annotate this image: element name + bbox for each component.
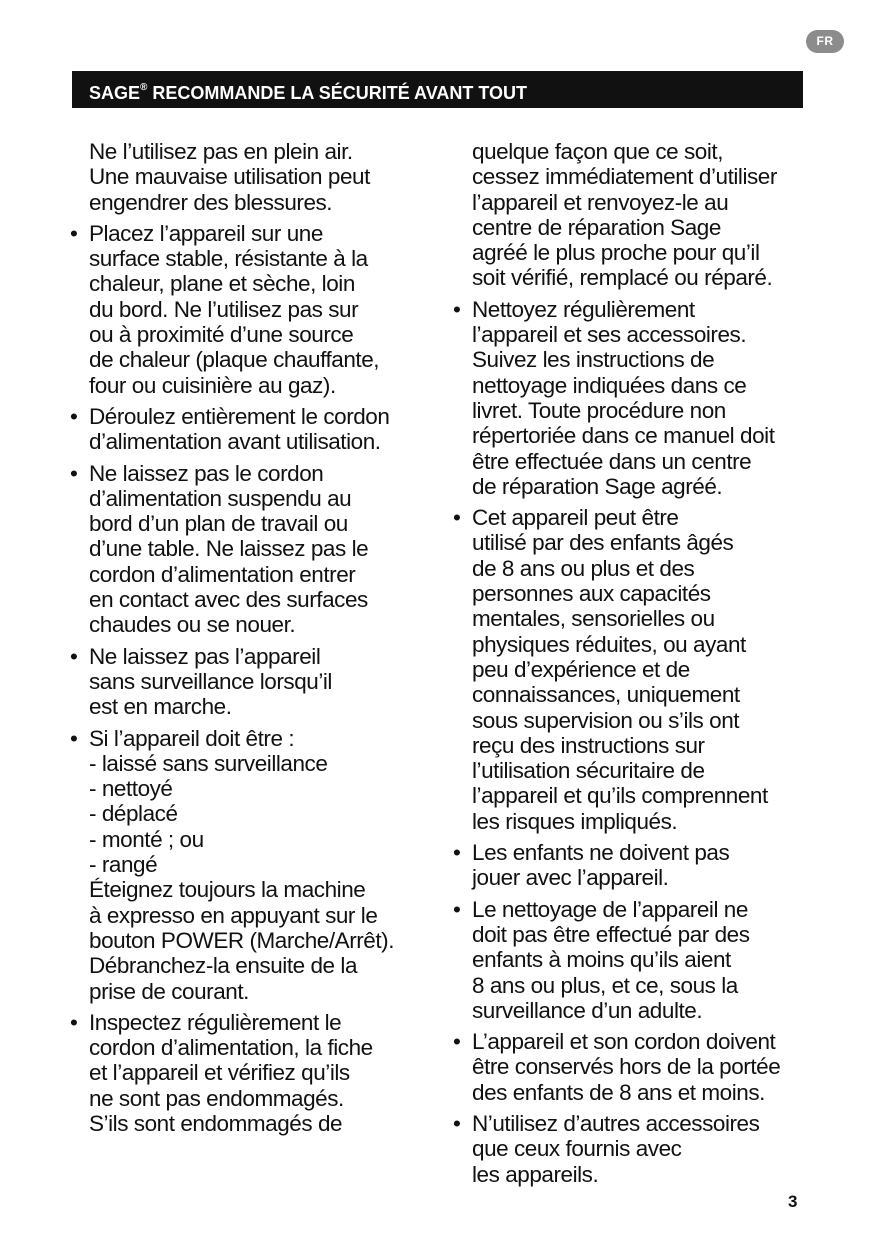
page-number: 3 <box>788 1192 798 1211</box>
bullet-item <box>451 297 811 499</box>
text-line: de réparation Sage agréé. <box>472 473 723 499</box>
text-line: • Les enfants ne doivent pas <box>472 840 730 866</box>
text-line: • Ne laissez pas l’appareil <box>89 643 321 669</box>
text-line: engendrer des blessures. <box>89 189 333 215</box>
text-line: prise de courant. <box>89 978 249 1004</box>
text-line: • L’appareil et son cordon doivent <box>472 1029 776 1055</box>
text-line: d’alimentation suspendu au <box>89 485 352 511</box>
header-brand: SAGE <box>89 83 141 103</box>
text-line: • Ne laissez pas le cordon <box>89 460 324 486</box>
text-line: l’appareil et qu’ils comprennent <box>472 783 768 809</box>
text-line: bouton POWER (Marche/Arrêt). <box>89 927 394 953</box>
text-line: d’alimentation avant utilisation. <box>89 429 381 455</box>
bullet-item <box>68 644 428 720</box>
text-line: quelque façon que ce soit, <box>472 139 723 164</box>
text-line: • Le nettoyage de l’appareil ne <box>472 896 748 922</box>
registered-mark: ® <box>140 82 148 93</box>
text-line: Suivez les instructions de <box>472 347 715 373</box>
text-line: physiques réduites, ou ayant <box>472 631 746 657</box>
text-line: l’appareil et renvoyez-le au <box>472 189 729 215</box>
text-line: Une mauvaise utilisation peut <box>89 164 370 190</box>
text-line: jouer avec l’appareil. <box>472 865 669 891</box>
bullet-item <box>451 897 811 1023</box>
text-line: sous supervision ou s’ils ont <box>472 707 740 733</box>
text-line: à expresso en appuyant sur le <box>89 902 378 928</box>
text-line: et l’appareil et vérifiez qu’ils <box>89 1060 350 1086</box>
text-line: chaudes ou se nouer. <box>89 612 296 638</box>
text-line: - nettoyé <box>89 776 173 802</box>
text-line: • Placez l’appareil sur une <box>89 220 323 246</box>
text-line: Débranchez-la ensuite de la <box>89 953 358 979</box>
text-line: • Déroulez entièrement le cordon <box>89 403 390 429</box>
text-line: four ou cuisinière au gaz). <box>89 372 336 398</box>
continuation-paragraph <box>451 139 811 291</box>
bullet-item <box>451 1111 811 1187</box>
text-line: - monté ; ou <box>89 826 204 852</box>
text-line: bord d’un plan de travail ou <box>89 511 348 537</box>
text-line: nettoyage indiquées dans ce <box>472 372 747 398</box>
text-line: enfants à moins qu’ils aient <box>472 947 731 973</box>
right-column <box>451 139 811 1193</box>
text-line: les risques impliqués. <box>472 808 678 834</box>
text-line: les appareils. <box>472 1161 599 1187</box>
bullet-item <box>451 840 811 891</box>
text-line: • Si l’appareil doit être : <box>89 725 295 751</box>
text-line: est en marche. <box>89 694 232 720</box>
text-line: reçu des instructions sur <box>472 732 705 758</box>
section-header <box>72 71 803 108</box>
text-line: ou à proximité d’une source <box>89 322 354 348</box>
text-line: S’ils sont endommagés de <box>89 1110 343 1136</box>
text-line: en contact avec des surfaces <box>89 587 368 613</box>
text-line: que ceux fournis avec <box>472 1136 682 1162</box>
text-line: 8 ans ou plus, et ce, sous la <box>472 972 738 998</box>
text-line: mentales, sensorielles ou <box>472 606 715 632</box>
text-line: Éteignez toujours la machine <box>89 877 366 903</box>
text-line: des enfants de 8 ans et moins. <box>472 1079 765 1105</box>
text-line: agréé le plus proche pour qu’il <box>472 240 760 266</box>
text-line: surface stable, résistante à la <box>89 246 368 272</box>
text-line: cordon d’alimentation entrer <box>89 561 356 587</box>
text-line: • Nettoyez régulièrement <box>472 296 695 322</box>
text-line: cessez immédiatement d’utiliser <box>472 164 777 190</box>
text-line: personnes aux capacités <box>472 581 711 607</box>
language-badge: FR <box>806 30 844 53</box>
bullet-item <box>68 221 428 398</box>
text-line: Ne l’utilisez pas en plein air. <box>89 139 353 164</box>
text-line: connaissances, uniquement <box>472 682 740 708</box>
text-line: centre de réparation Sage <box>472 214 721 240</box>
text-line: - rangé <box>89 852 158 878</box>
text-line: ne sont pas endommagés. <box>89 1085 344 1111</box>
text-line: - déplacé <box>89 801 178 827</box>
text-line: l’appareil et ses accessoires. <box>472 322 747 348</box>
bullet-item <box>68 404 428 455</box>
text-line: utilisé par des enfants âgés <box>472 530 734 556</box>
text-line: • Cet appareil peut être <box>472 505 679 531</box>
text-line: cordon d’alimentation, la fiche <box>89 1035 373 1061</box>
text-line: être effectuée dans un centre <box>472 448 752 474</box>
text-line: d’une table. Ne laissez pas le <box>89 536 369 562</box>
bullet-item <box>68 461 428 638</box>
text-line: doit pas être effectué par des <box>472 921 750 947</box>
bullet-item <box>451 1029 811 1105</box>
bullet-item <box>68 726 428 1004</box>
text-line: sans surveillance lorsqu’il <box>89 668 332 694</box>
text-line: de chaleur (plaque chauffante, <box>89 347 380 373</box>
text-line: chaleur, plane et sèche, loin <box>89 271 355 297</box>
text-line: répertoriée dans ce manuel doit <box>472 423 775 449</box>
text-line: - laissé sans surveillance <box>89 750 328 776</box>
left-column <box>68 139 428 1142</box>
text-line: • N’utilisez d’autres accessoires <box>472 1110 760 1136</box>
text-line: soit vérifié, remplacé ou réparé. <box>472 265 773 291</box>
header-title: RECOMMANDE LA SÉCURITÉ AVANT TOUT <box>147 83 528 103</box>
text-line: l’utilisation sécuritaire de <box>472 758 705 784</box>
bullet-item <box>68 1010 428 1136</box>
bullet-item <box>451 505 811 834</box>
text-line: livret. Toute procédure non <box>472 397 726 423</box>
text-line: surveillance d’un adulte. <box>472 997 703 1023</box>
text-line: de 8 ans ou plus et des <box>472 555 695 581</box>
text-line: • Inspectez régulièrement le <box>89 1009 342 1035</box>
text-line: du bord. Ne l’utilisez pas sur <box>89 296 359 322</box>
text-line: être conservés hors de la portée <box>472 1054 781 1080</box>
text-line: peu d’expérience et de <box>472 656 690 682</box>
intro-paragraph <box>68 139 428 215</box>
